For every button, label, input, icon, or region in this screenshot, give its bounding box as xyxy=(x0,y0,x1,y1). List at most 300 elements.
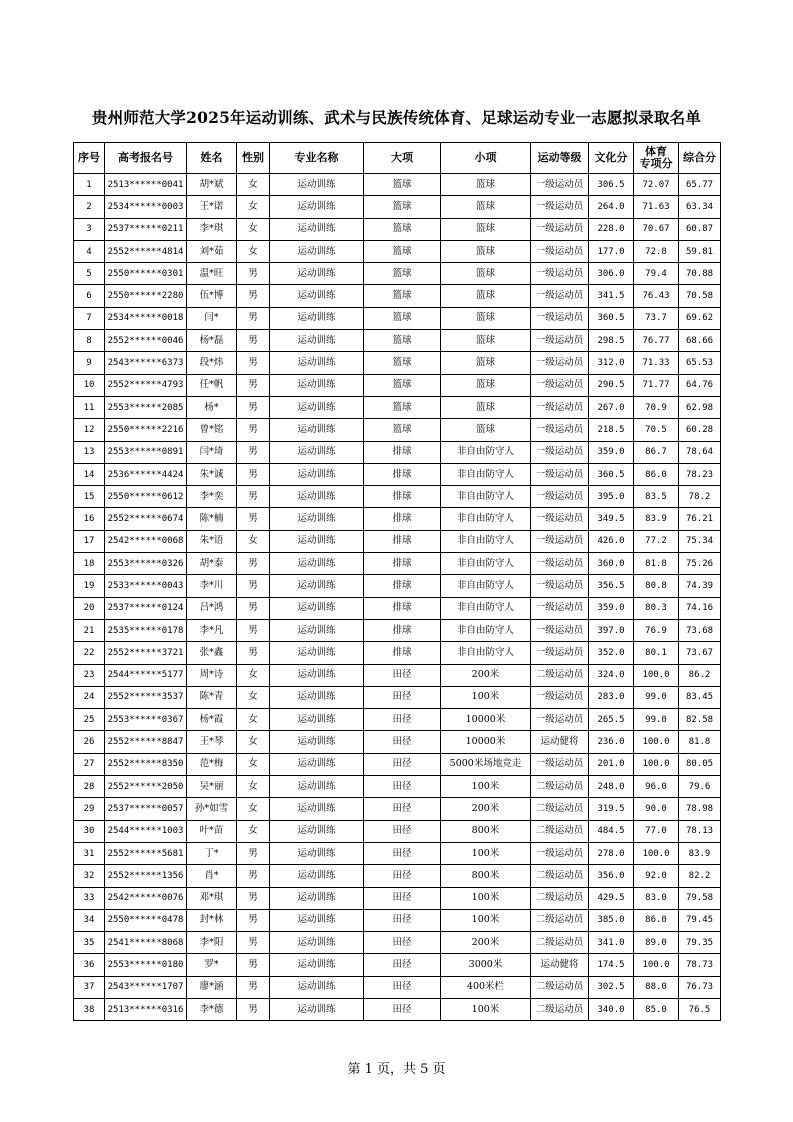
cell-event: 非自由防守人 xyxy=(441,463,531,485)
table-row xyxy=(74,731,721,753)
table-row xyxy=(74,330,721,352)
cell-index: 21 xyxy=(74,619,105,641)
cell-name: 邓*琪 xyxy=(187,887,237,909)
cell-level: 运动健将 xyxy=(531,954,589,976)
cell-category: 篮球 xyxy=(364,263,441,285)
cell-category: 篮球 xyxy=(364,374,441,396)
cell-index: 15 xyxy=(74,486,105,508)
cell-sport-score: 80.1 xyxy=(634,642,679,664)
cell-category: 田径 xyxy=(364,798,441,820)
table-row xyxy=(74,240,721,262)
cell-category: 田径 xyxy=(364,820,441,842)
cell-index: 22 xyxy=(74,642,105,664)
cell-culture-score: 360.5 xyxy=(589,463,634,485)
cell-exam-id: 2542******0076 xyxy=(105,887,187,909)
cell-sport-score: 70.9 xyxy=(634,396,679,418)
cell-event: 非自由防守人 xyxy=(441,441,531,463)
cell-total-score: 64.76 xyxy=(679,374,721,396)
cell-level: 一级运动员 xyxy=(531,174,589,196)
cell-event: 100米 xyxy=(441,842,531,864)
cell-major: 运动训练 xyxy=(270,909,364,931)
table-row xyxy=(74,530,721,552)
cell-level: 一级运动员 xyxy=(531,463,589,485)
cell-event: 篮球 xyxy=(441,374,531,396)
cell-category: 排球 xyxy=(364,441,441,463)
table-row xyxy=(74,285,721,307)
cell-category: 田径 xyxy=(364,865,441,887)
cell-sport-score: 86.0 xyxy=(634,909,679,931)
cell-index: 14 xyxy=(74,463,105,485)
col-header-culture-score: 文化分 xyxy=(589,143,634,174)
cell-culture-score: 236.0 xyxy=(589,731,634,753)
cell-total-score: 78.64 xyxy=(679,441,721,463)
cell-total-score: 83.9 xyxy=(679,842,721,864)
cell-culture-score: 426.0 xyxy=(589,530,634,552)
table-row xyxy=(74,218,721,240)
cell-name: 闫* xyxy=(187,307,237,329)
col-header-index: 序号 xyxy=(74,143,105,174)
cell-name: 叶*苗 xyxy=(187,820,237,842)
cell-culture-score: 312.0 xyxy=(589,352,634,374)
cell-exam-id: 2544******1003 xyxy=(105,820,187,842)
cell-event: 篮球 xyxy=(441,263,531,285)
table-row xyxy=(74,374,721,396)
table-row xyxy=(74,976,721,998)
cell-index: 34 xyxy=(74,909,105,931)
cell-gender: 男 xyxy=(237,330,270,352)
cell-gender: 男 xyxy=(237,352,270,374)
cell-index: 38 xyxy=(74,998,105,1020)
cell-event: 100米 xyxy=(441,887,531,909)
cell-event: 篮球 xyxy=(441,196,531,218)
cell-exam-id: 2537******0211 xyxy=(105,218,187,240)
cell-major: 运动训练 xyxy=(270,553,364,575)
cell-name: 朱*语 xyxy=(187,530,237,552)
cell-category: 田径 xyxy=(364,709,441,731)
cell-level: 一级运动员 xyxy=(531,530,589,552)
cell-total-score: 79.58 xyxy=(679,887,721,909)
table-row xyxy=(74,909,721,931)
table-row xyxy=(74,753,721,775)
cell-event: 篮球 xyxy=(441,285,531,307)
cell-total-score: 78.13 xyxy=(679,820,721,842)
col-header-exam-id: 高考报名号 xyxy=(105,143,187,174)
cell-name: 朱*诚 xyxy=(187,463,237,485)
cell-level: 一级运动员 xyxy=(531,396,589,418)
cell-exam-id: 2553******0180 xyxy=(105,954,187,976)
cell-gender: 女 xyxy=(237,709,270,731)
cell-level: 一级运动员 xyxy=(531,486,589,508)
cell-name: 杨*磊 xyxy=(187,330,237,352)
cell-index: 3 xyxy=(74,218,105,240)
cell-total-score: 83.45 xyxy=(679,686,721,708)
cell-event: 100米 xyxy=(441,686,531,708)
cell-category: 篮球 xyxy=(364,352,441,374)
cell-sport-score: 81.8 xyxy=(634,553,679,575)
cell-exam-id: 2552******4793 xyxy=(105,374,187,396)
cell-culture-score: 340.0 xyxy=(589,998,634,1020)
table-row xyxy=(74,776,721,798)
cell-event: 非自由防守人 xyxy=(441,575,531,597)
cell-culture-score: 278.0 xyxy=(589,842,634,864)
table-row xyxy=(74,998,721,1020)
cell-gender: 女 xyxy=(237,174,270,196)
cell-culture-score: 341.0 xyxy=(589,932,634,954)
cell-gender: 男 xyxy=(237,396,270,418)
cell-name: 李*川 xyxy=(187,575,237,597)
cell-category: 篮球 xyxy=(364,174,441,196)
cell-major: 运动训练 xyxy=(270,820,364,842)
cell-sport-score: 100.0 xyxy=(634,842,679,864)
table-header-row xyxy=(74,143,721,174)
col-header-level: 运动等级 xyxy=(531,143,589,174)
cell-total-score: 65.77 xyxy=(679,174,721,196)
cell-exam-id: 2543******1707 xyxy=(105,976,187,998)
cell-major: 运动训练 xyxy=(270,196,364,218)
cell-total-score: 76.73 xyxy=(679,976,721,998)
cell-name: 李*德 xyxy=(187,998,237,1020)
cell-exam-id: 2552******3721 xyxy=(105,642,187,664)
cell-name: 曾*铭 xyxy=(187,419,237,441)
cell-index: 6 xyxy=(74,285,105,307)
cell-sport-score: 71.33 xyxy=(634,352,679,374)
cell-category: 田径 xyxy=(364,686,441,708)
cell-event: 非自由防守人 xyxy=(441,553,531,575)
cell-gender: 女 xyxy=(237,798,270,820)
cell-culture-score: 298.5 xyxy=(589,330,634,352)
cell-major: 运动训练 xyxy=(270,486,364,508)
cell-major: 运动训练 xyxy=(270,240,364,262)
cell-event: 10000米 xyxy=(441,709,531,731)
table-row xyxy=(74,352,721,374)
cell-total-score: 74.39 xyxy=(679,575,721,597)
cell-index: 25 xyxy=(74,709,105,731)
cell-name: 孙*如雪 xyxy=(187,798,237,820)
cell-category: 田径 xyxy=(364,753,441,775)
cell-sport-score: 96.0 xyxy=(634,776,679,798)
cell-major: 运动训练 xyxy=(270,998,364,1020)
cell-level: 一级运动员 xyxy=(531,642,589,664)
cell-total-score: 60.28 xyxy=(679,419,721,441)
cell-index: 11 xyxy=(74,396,105,418)
cell-category: 排球 xyxy=(364,530,441,552)
cell-culture-score: 290.5 xyxy=(589,374,634,396)
table-row xyxy=(74,396,721,418)
cell-major: 运动训练 xyxy=(270,976,364,998)
cell-sport-score: 71.77 xyxy=(634,374,679,396)
table-row xyxy=(74,508,721,530)
cell-name: 封*林 xyxy=(187,909,237,931)
cell-name: 杨* xyxy=(187,396,237,418)
cell-major: 运动训练 xyxy=(270,530,364,552)
cell-exam-id: 2552******4814 xyxy=(105,240,187,262)
cell-gender: 女 xyxy=(237,218,270,240)
cell-exam-id: 2552******2050 xyxy=(105,776,187,798)
cell-culture-score: 248.0 xyxy=(589,776,634,798)
cell-sport-score: 90.0 xyxy=(634,798,679,820)
cell-name: 刘*茹 xyxy=(187,240,237,262)
col-header-event: 小项 xyxy=(441,143,531,174)
cell-total-score: 73.67 xyxy=(679,642,721,664)
cell-major: 运动训练 xyxy=(270,887,364,909)
cell-name: 丁* xyxy=(187,842,237,864)
cell-sport-score: 83.9 xyxy=(634,508,679,530)
cell-culture-score: 264.0 xyxy=(589,196,634,218)
cell-total-score: 63.34 xyxy=(679,196,721,218)
cell-name: 杨*霞 xyxy=(187,709,237,731)
cell-exam-id: 2552******8847 xyxy=(105,731,187,753)
cell-exam-id: 2513******0316 xyxy=(105,998,187,1020)
cell-culture-score: 267.0 xyxy=(589,396,634,418)
cell-sport-score: 71.63 xyxy=(634,196,679,218)
cell-total-score: 76.5 xyxy=(679,998,721,1020)
page-footer: 第 1 页，共 5 页 xyxy=(347,1062,446,1077)
cell-culture-score: 349.5 xyxy=(589,508,634,530)
cell-category: 田径 xyxy=(364,932,441,954)
cell-level: 一级运动员 xyxy=(531,575,589,597)
cell-major: 运动训练 xyxy=(270,330,364,352)
cell-index: 29 xyxy=(74,798,105,820)
cell-total-score: 75.26 xyxy=(679,553,721,575)
cell-event: 400米栏 xyxy=(441,976,531,998)
cell-category: 篮球 xyxy=(364,196,441,218)
cell-event: 非自由防守人 xyxy=(441,530,531,552)
cell-index: 9 xyxy=(74,352,105,374)
cell-exam-id: 2534******0003 xyxy=(105,196,187,218)
cell-event: 5000米场地竞走 xyxy=(441,753,531,775)
cell-name: 伍*博 xyxy=(187,285,237,307)
cell-category: 田径 xyxy=(364,954,441,976)
cell-name: 李*凡 xyxy=(187,619,237,641)
cell-total-score: 78.73 xyxy=(679,954,721,976)
cell-exam-id: 2552******5681 xyxy=(105,842,187,864)
cell-name: 李*琪 xyxy=(187,218,237,240)
cell-total-score: 68.66 xyxy=(679,330,721,352)
cell-sport-score: 80.3 xyxy=(634,597,679,619)
cell-culture-score: 324.0 xyxy=(589,664,634,686)
cell-category: 排球 xyxy=(364,619,441,641)
cell-category: 田径 xyxy=(364,842,441,864)
cell-level: 一级运动员 xyxy=(531,374,589,396)
cell-sport-score: 88.0 xyxy=(634,976,679,998)
cell-index: 7 xyxy=(74,307,105,329)
cell-major: 运动训练 xyxy=(270,174,364,196)
cell-name: 范*梅 xyxy=(187,753,237,775)
cell-sport-score: 76.9 xyxy=(634,619,679,641)
cell-level: 一级运动员 xyxy=(531,842,589,864)
cell-index: 17 xyxy=(74,530,105,552)
cell-gender: 女 xyxy=(237,664,270,686)
cell-event: 篮球 xyxy=(441,352,531,374)
cell-index: 12 xyxy=(74,419,105,441)
cell-exam-id: 2553******2085 xyxy=(105,396,187,418)
cell-major: 运动训练 xyxy=(270,619,364,641)
cell-category: 排球 xyxy=(364,508,441,530)
cell-major: 运动训练 xyxy=(270,709,364,731)
cell-major: 运动训练 xyxy=(270,664,364,686)
cell-culture-score: 360.0 xyxy=(589,553,634,575)
cell-total-score: 80.05 xyxy=(679,753,721,775)
cell-culture-score: 201.0 xyxy=(589,753,634,775)
cell-category: 田径 xyxy=(364,664,441,686)
cell-name: 吕*鸿 xyxy=(187,597,237,619)
cell-index: 23 xyxy=(74,664,105,686)
cell-gender: 男 xyxy=(237,575,270,597)
cell-major: 运动训练 xyxy=(270,218,364,240)
cell-event: 100米 xyxy=(441,909,531,931)
cell-total-score: 79.35 xyxy=(679,932,721,954)
cell-category: 篮球 xyxy=(364,307,441,329)
cell-total-score: 76.21 xyxy=(679,508,721,530)
cell-exam-id: 2552******0046 xyxy=(105,330,187,352)
cell-level: 一级运动员 xyxy=(531,307,589,329)
cell-exam-id: 2542******0068 xyxy=(105,530,187,552)
cell-gender: 男 xyxy=(237,597,270,619)
cell-name: 肖* xyxy=(187,865,237,887)
cell-index: 28 xyxy=(74,776,105,798)
cell-gender: 男 xyxy=(237,954,270,976)
table-row xyxy=(74,597,721,619)
cell-sport-score: 80.8 xyxy=(634,575,679,597)
cell-name: 廖*涵 xyxy=(187,976,237,998)
cell-sport-score: 70.67 xyxy=(634,218,679,240)
cell-name: 吴*丽 xyxy=(187,776,237,798)
cell-event: 800米 xyxy=(441,820,531,842)
cell-sport-score: 83.0 xyxy=(634,887,679,909)
table-row xyxy=(74,619,721,641)
cell-major: 运动训练 xyxy=(270,441,364,463)
cell-total-score: 70.88 xyxy=(679,263,721,285)
cell-culture-score: 359.0 xyxy=(589,441,634,463)
cell-sport-score: 85.0 xyxy=(634,998,679,1020)
cell-name: 陈*楠 xyxy=(187,508,237,530)
table-row xyxy=(74,954,721,976)
cell-sport-score: 89.0 xyxy=(634,932,679,954)
table-row xyxy=(74,307,721,329)
cell-event: 篮球 xyxy=(441,218,531,240)
cell-total-score: 82.2 xyxy=(679,865,721,887)
cell-gender: 女 xyxy=(237,820,270,842)
cell-total-score: 75.34 xyxy=(679,530,721,552)
cell-event: 非自由防守人 xyxy=(441,642,531,664)
cell-total-score: 78.2 xyxy=(679,486,721,508)
cell-gender: 男 xyxy=(237,642,270,664)
cell-culture-score: 341.5 xyxy=(589,285,634,307)
cell-exam-id: 2553******0891 xyxy=(105,441,187,463)
cell-index: 27 xyxy=(74,753,105,775)
cell-event: 100米 xyxy=(441,776,531,798)
cell-level: 二级运动员 xyxy=(531,865,589,887)
cell-sport-score: 70.5 xyxy=(634,419,679,441)
cell-name: 任*帆 xyxy=(187,374,237,396)
cell-total-score: 73.68 xyxy=(679,619,721,641)
cell-major: 运动训练 xyxy=(270,575,364,597)
cell-event: 篮球 xyxy=(441,240,531,262)
table-row xyxy=(74,932,721,954)
col-header-major: 专业名称 xyxy=(270,143,364,174)
cell-gender: 女 xyxy=(237,196,270,218)
cell-culture-score: 174.5 xyxy=(589,954,634,976)
cell-total-score: 78.23 xyxy=(679,463,721,485)
cell-gender: 男 xyxy=(237,887,270,909)
cell-culture-score: 283.0 xyxy=(589,686,634,708)
cell-major: 运动训练 xyxy=(270,776,364,798)
cell-level: 二级运动员 xyxy=(531,976,589,998)
cell-index: 30 xyxy=(74,820,105,842)
cell-exam-id: 2544******5177 xyxy=(105,664,187,686)
cell-sport-score: 100.0 xyxy=(634,664,679,686)
table-row xyxy=(74,664,721,686)
table-row xyxy=(74,842,721,864)
cell-gender: 男 xyxy=(237,263,270,285)
cell-gender: 男 xyxy=(237,842,270,864)
cell-category: 田径 xyxy=(364,731,441,753)
cell-event: 10000米 xyxy=(441,731,531,753)
cell-total-score: 79.45 xyxy=(679,909,721,931)
cell-culture-score: 385.0 xyxy=(589,909,634,931)
cell-category: 田径 xyxy=(364,909,441,931)
cell-exam-id: 2537******0124 xyxy=(105,597,187,619)
cell-total-score: 65.53 xyxy=(679,352,721,374)
cell-name: 王*琴 xyxy=(187,731,237,753)
cell-index: 36 xyxy=(74,954,105,976)
cell-index: 5 xyxy=(74,263,105,285)
cell-exam-id: 2534******0018 xyxy=(105,307,187,329)
cell-culture-score: 302.5 xyxy=(589,976,634,998)
cell-level: 一级运动员 xyxy=(531,218,589,240)
cell-exam-id: 2550******0612 xyxy=(105,486,187,508)
cell-gender: 女 xyxy=(237,686,270,708)
cell-name: 周*诗 xyxy=(187,664,237,686)
cell-level: 一级运动员 xyxy=(531,686,589,708)
cell-category: 排球 xyxy=(364,553,441,575)
cell-major: 运动训练 xyxy=(270,798,364,820)
cell-total-score: 70.58 xyxy=(679,285,721,307)
cell-index: 20 xyxy=(74,597,105,619)
table-row xyxy=(74,686,721,708)
cell-major: 运动训练 xyxy=(270,374,364,396)
cell-gender: 男 xyxy=(237,374,270,396)
cell-category: 篮球 xyxy=(364,419,441,441)
cell-sport-score: 77.2 xyxy=(634,530,679,552)
cell-sport-score: 72.07 xyxy=(634,174,679,196)
cell-gender: 男 xyxy=(237,553,270,575)
cell-major: 运动训练 xyxy=(270,396,364,418)
cell-level: 一级运动员 xyxy=(531,597,589,619)
cell-exam-id: 2533******0043 xyxy=(105,575,187,597)
cell-index: 16 xyxy=(74,508,105,530)
cell-sport-score: 99.0 xyxy=(634,686,679,708)
cell-category: 排球 xyxy=(364,597,441,619)
cell-gender: 男 xyxy=(237,998,270,1020)
cell-index: 4 xyxy=(74,240,105,262)
cell-index: 13 xyxy=(74,441,105,463)
cell-exam-id: 2541******8068 xyxy=(105,932,187,954)
cell-exam-id: 2513******0041 xyxy=(105,174,187,196)
cell-index: 2 xyxy=(74,196,105,218)
cell-name: 胡*泰 xyxy=(187,553,237,575)
cell-index: 35 xyxy=(74,932,105,954)
cell-culture-score: 484.5 xyxy=(589,820,634,842)
cell-event: 篮球 xyxy=(441,396,531,418)
cell-total-score: 86.2 xyxy=(679,664,721,686)
cell-name: 罗* xyxy=(187,954,237,976)
cell-event: 非自由防守人 xyxy=(441,486,531,508)
cell-total-score: 78.98 xyxy=(679,798,721,820)
table-row xyxy=(74,887,721,909)
table-row xyxy=(74,463,721,485)
cell-sport-score: 100.0 xyxy=(634,954,679,976)
